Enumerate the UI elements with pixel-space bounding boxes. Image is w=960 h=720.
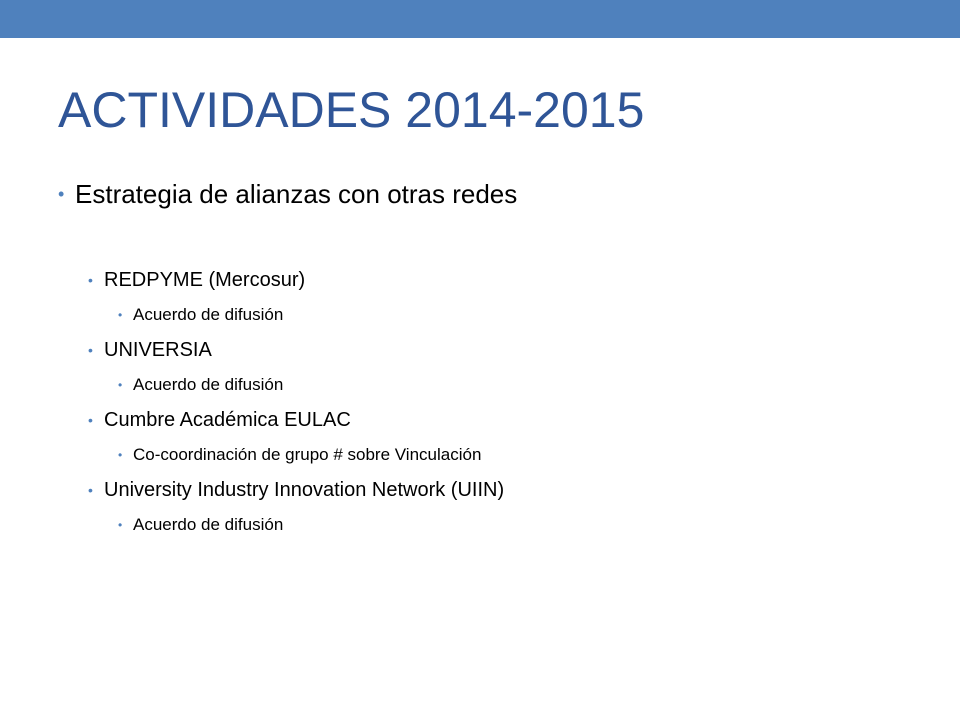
alliance-name: University Industry Innovation Network (UIIN) bbox=[104, 479, 505, 501]
alliance-detail-text: Co-coordinación de grupo # sobre Vinculación bbox=[133, 445, 482, 464]
alliance-detail bbox=[58, 438, 918, 472]
slide-title: ACTIVIDADES 2014-2015 bbox=[58, 82, 645, 138]
main-bullet-text: Estrategia de alianzas con otras redes bbox=[75, 179, 518, 209]
alliance-detail bbox=[58, 508, 918, 542]
main-bullet bbox=[58, 172, 918, 216]
alliance-item bbox=[58, 472, 918, 508]
alliance-item bbox=[58, 402, 918, 438]
bullet-icon: • bbox=[58, 184, 65, 204]
alliance-item bbox=[58, 262, 918, 298]
bullet-icon: • bbox=[118, 378, 123, 392]
alliance-item bbox=[58, 332, 918, 368]
bullet-icon: • bbox=[118, 448, 123, 462]
bullet-icon: • bbox=[88, 482, 93, 498]
bullet-icon: • bbox=[118, 308, 123, 322]
alliance-detail bbox=[58, 368, 918, 402]
alliance-detail bbox=[58, 298, 918, 332]
bullet-icon: • bbox=[88, 412, 93, 428]
top-accent-bar bbox=[0, 0, 960, 38]
alliance-name: REDPYME (Mercosur) bbox=[104, 269, 306, 291]
alliance-detail-text: Acuerdo de difusión bbox=[133, 305, 284, 324]
slide-content bbox=[58, 172, 918, 542]
bullet-icon: • bbox=[118, 518, 123, 532]
bullet-icon: • bbox=[88, 342, 93, 358]
alliance-name: UNIVERSIA bbox=[104, 339, 212, 361]
bullet-icon: • bbox=[88, 272, 93, 288]
alliance-name: Cumbre Académica EULAC bbox=[104, 409, 351, 431]
alliance-detail-text: Acuerdo de difusión bbox=[133, 375, 284, 394]
alliance-detail-text: Acuerdo de difusión bbox=[133, 515, 284, 534]
